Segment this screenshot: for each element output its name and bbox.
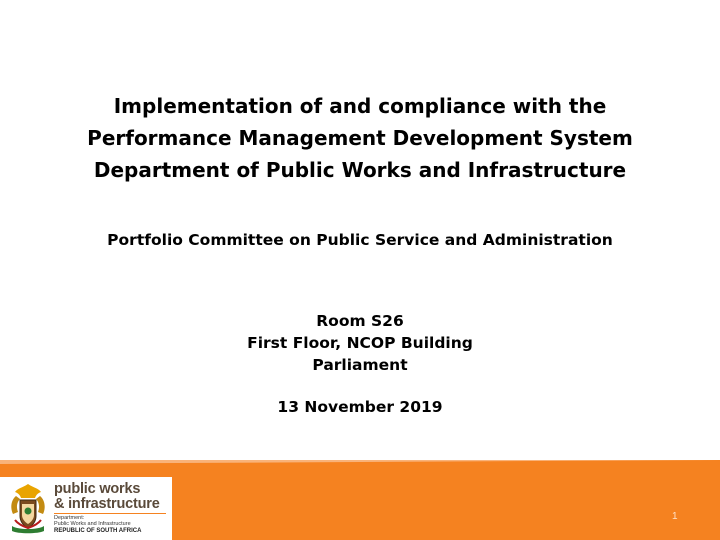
venue-parliament: Parliament bbox=[312, 356, 408, 374]
logo-divider bbox=[54, 513, 166, 514]
venue-building: First Floor, NCOP Building bbox=[247, 334, 473, 352]
presentation-date: 13 November 2019 bbox=[277, 398, 443, 416]
slide-title bbox=[0, 90, 720, 186]
coat-of-arms-icon bbox=[6, 482, 50, 536]
logo-wordmark-line-2: & infrastructure bbox=[54, 496, 160, 512]
logo-department-label: Department: bbox=[54, 515, 85, 521]
committee-subtitle: Portfolio Committee on Public Service and Administration bbox=[107, 231, 613, 249]
page-number: 1 bbox=[672, 511, 678, 522]
title-line-3: Department of Public Works and Infrastructure bbox=[93, 158, 627, 182]
logo-department-name: Public Works and Infrastructure bbox=[54, 521, 131, 527]
venue-room: Room S26 bbox=[316, 312, 404, 330]
logo-wordmark-line-1: public works bbox=[54, 481, 141, 497]
title-line-1: Implementation of and compliance with the bbox=[113, 94, 607, 118]
logo-country: REPUBLIC OF SOUTH AFRICA bbox=[54, 528, 142, 534]
title-line-2: Performance Management Development System bbox=[87, 126, 633, 150]
venue-block bbox=[0, 310, 720, 376]
